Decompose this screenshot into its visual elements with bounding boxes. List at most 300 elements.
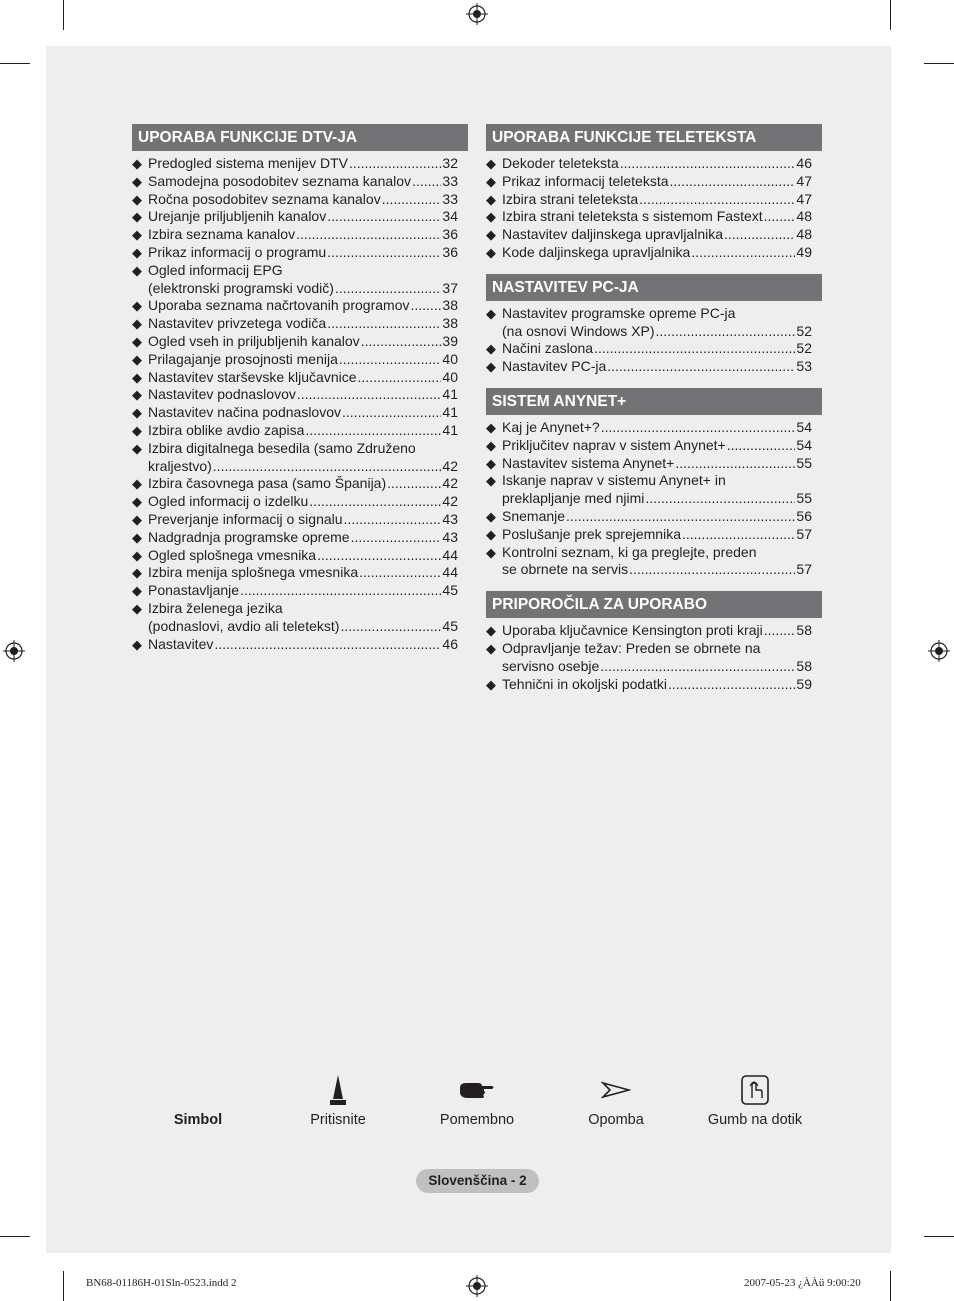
toc-entry-title: Samodejna posodobitev seznama kanalov — [148, 172, 412, 189]
diamond-bullet-icon: ◆ — [486, 676, 496, 692]
toc-entry-title: Izbira oblike avdio zapisa — [148, 421, 305, 438]
toc-entry[interactable] — [132, 333, 468, 351]
dot-leader — [339, 351, 442, 369]
toc-entry-title: Ogled vseh in priljubljenih kanalov — [148, 332, 360, 349]
dot-leader — [620, 155, 796, 173]
dot-leader — [340, 618, 441, 636]
toc-entry[interactable] — [132, 600, 468, 636]
toc-entry-line — [148, 564, 458, 582]
toc-entry[interactable] — [486, 191, 822, 209]
toc-page-number: 55 — [796, 490, 812, 507]
crop-mark — [63, 0, 64, 30]
toc-entry-title: Prilagajanje prosojnosti menija — [148, 350, 338, 367]
toc-entry-title: servisno osebje — [502, 657, 600, 674]
toc-entry[interactable] — [132, 351, 468, 369]
dot-leader — [764, 208, 796, 226]
toc-entry-line — [148, 529, 458, 547]
toc-entry[interactable] — [486, 226, 822, 244]
toc-list — [486, 419, 822, 579]
dot-leader — [296, 226, 441, 244]
diamond-bullet-icon: ◆ — [486, 191, 496, 207]
diamond-bullet-icon: ◆ — [486, 640, 496, 656]
toc-entry[interactable] — [486, 305, 822, 341]
dot-leader — [327, 208, 441, 226]
diamond-bullet-icon: ◆ — [132, 173, 142, 189]
toc-page-number: 43 — [442, 510, 458, 527]
diamond-bullet-icon: ◆ — [486, 244, 496, 260]
toc-entry[interactable] — [132, 440, 468, 476]
dot-leader — [410, 297, 441, 315]
toc-entry[interactable] — [486, 244, 822, 262]
toc-entry[interactable] — [132, 244, 468, 262]
toc-entry[interactable] — [132, 369, 468, 387]
toc-entry-line — [502, 490, 812, 508]
diamond-bullet-icon: ◆ — [486, 508, 496, 524]
toc-list — [486, 622, 822, 693]
toc-entry-title: Izbira strani teleteksta s sistemom Fastext — [502, 208, 763, 225]
toc-entry-line — [148, 191, 458, 209]
diamond-bullet-icon: ◆ — [132, 387, 142, 403]
toc-entry[interactable] — [486, 155, 822, 173]
diamond-bullet-icon: ◆ — [132, 476, 142, 492]
crop-mark — [63, 1271, 64, 1301]
diamond-bullet-icon: ◆ — [486, 156, 496, 171]
diamond-bullet-icon: ◆ — [132, 600, 142, 616]
toc-page-number: 32 — [442, 155, 458, 171]
toc-entry[interactable] — [132, 173, 468, 191]
crop-mark — [924, 1236, 954, 1237]
toc-entry-title: Odpravljanje težav: Preden se obrnete na — [502, 639, 761, 656]
toc-right-column — [486, 124, 822, 705]
toc-page-number: 47 — [796, 172, 812, 189]
toc-entry-title: Nastavitev načina podnaslovov — [148, 404, 342, 421]
registration-mark-icon — [928, 640, 950, 662]
diamond-bullet-icon: ◆ — [486, 455, 496, 471]
toc-entry-title: Nastavitev PC-ja — [502, 358, 607, 375]
toc-page-number: 57 — [796, 525, 812, 542]
toc-entry-line — [502, 323, 812, 341]
toc-entry-title: Izbira seznama kanalov — [148, 226, 296, 243]
diamond-bullet-icon: ◆ — [486, 173, 496, 189]
dot-leader — [327, 244, 441, 262]
toc-entry-title: Ponastavljanje — [148, 582, 240, 599]
diamond-bullet-icon: ◆ — [486, 227, 496, 243]
toc-list — [132, 155, 468, 653]
toc-entry-line — [502, 155, 812, 173]
legend-touch-label: Gumb na dotik — [707, 1112, 803, 1128]
dot-leader — [600, 658, 795, 676]
toc-page-number: 44 — [442, 546, 458, 563]
toc-entry[interactable] — [486, 173, 822, 191]
toc-entry-title: Nastavitev daljinskega upravljalnika — [502, 226, 724, 243]
toc-entry-title: Iskanje naprav v sistemu Anynet+ in — [502, 472, 726, 489]
toc-page-number: 37 — [442, 279, 458, 296]
registration-mark-icon — [466, 3, 488, 25]
toc-entry-title: Izbira menija splošnega vmesnika — [148, 564, 359, 581]
toc-entry-title: Ročna posodobitev seznama kanalov — [148, 190, 381, 207]
hand-pointing-icon — [458, 1079, 496, 1101]
toc-left-column — [132, 124, 468, 665]
toc-page-number: 59 — [796, 675, 812, 692]
toc-entry-title: Ogled informacij EPG — [148, 261, 283, 278]
dot-leader — [645, 490, 795, 508]
toc-page-number: 39 — [442, 332, 458, 349]
toc-entry-line — [148, 404, 458, 422]
toc-page-number: 53 — [796, 358, 812, 375]
dot-leader — [727, 437, 796, 455]
toc-entry[interactable] — [132, 422, 468, 440]
toc-page-number: 48 — [796, 226, 812, 243]
diamond-bullet-icon: ◆ — [486, 305, 496, 321]
symbol-legend — [0, 1070, 954, 1140]
toc-page-number: 58 — [796, 622, 812, 639]
toc-entry[interactable] — [132, 582, 468, 600]
dot-leader — [601, 419, 796, 437]
dot-leader — [691, 244, 795, 262]
toc-page-number: 43 — [442, 528, 458, 545]
diamond-bullet-icon: ◆ — [132, 209, 142, 225]
diamond-bullet-icon: ◆ — [486, 623, 496, 639]
toc-page-number: 36 — [442, 226, 458, 243]
diamond-bullet-icon: ◆ — [486, 419, 496, 435]
footer-filename: BN68-01186H-01Sln-0523.indd 2 — [86, 1277, 237, 1289]
dot-leader — [358, 369, 442, 387]
toc-entry[interactable] — [132, 208, 468, 226]
toc-page-number: 47 — [796, 190, 812, 207]
diamond-bullet-icon: ◆ — [132, 422, 142, 438]
toc-entry-title: Izbira strani teleteksta — [502, 190, 639, 207]
press-icon — [328, 1073, 348, 1107]
section-heading: SISTEM ANYNET+ — [486, 388, 822, 415]
toc-page-number: 40 — [442, 368, 458, 385]
toc-entry-line — [502, 622, 812, 640]
toc-page-number: 33 — [442, 172, 458, 189]
dot-leader — [412, 173, 441, 191]
toc-entry-line — [148, 155, 458, 173]
toc-list — [486, 305, 822, 376]
dot-leader — [297, 386, 442, 404]
dot-leader — [349, 155, 441, 173]
toc-entry-line — [502, 676, 812, 694]
toc-entry-line — [148, 208, 458, 226]
dot-leader — [342, 404, 441, 422]
toc-entry-title: Nadgradnja programske opreme — [148, 528, 350, 545]
toc-entry-title: Nastavitev sistema Anynet+ — [502, 454, 675, 471]
toc-entry-line — [502, 658, 812, 676]
toc-entry[interactable] — [132, 155, 468, 173]
toc-entry-line — [502, 226, 812, 244]
dot-leader — [382, 191, 442, 209]
diamond-bullet-icon: ◆ — [132, 298, 142, 314]
dot-leader — [335, 280, 441, 298]
toc-entry[interactable] — [132, 386, 468, 404]
dot-leader — [724, 226, 795, 244]
toc-entry-line — [502, 244, 812, 262]
toc-entry[interactable] — [486, 437, 822, 455]
diamond-bullet-icon: ◆ — [132, 440, 142, 456]
toc-page-number: 46 — [796, 155, 812, 171]
dot-leader — [317, 547, 441, 565]
toc-entry[interactable] — [132, 547, 468, 565]
legend-press-label: Pritisnite — [310, 1112, 366, 1128]
toc-entry[interactable] — [486, 419, 822, 437]
diamond-bullet-icon: ◆ — [132, 191, 142, 207]
toc-entry-title: (podnaslovi, avdio ali teletekst) — [148, 617, 340, 634]
dot-leader — [670, 173, 796, 191]
toc-entry-title: Uporaba ključavnice Kensington proti kraji — [502, 622, 763, 639]
toc-entry[interactable] — [486, 622, 822, 640]
section-heading: NASTAVITEV PC-JA — [486, 274, 822, 301]
toc-entry-title: Prikaz informacij teleteksta — [502, 172, 669, 189]
dot-leader — [240, 582, 441, 600]
toc-entry-line — [148, 315, 458, 333]
toc-page-number: 42 — [442, 457, 458, 474]
toc-entry-line — [502, 173, 812, 191]
toc-page-number: 42 — [442, 493, 458, 510]
toc-entry[interactable] — [132, 636, 468, 654]
dot-leader — [594, 340, 795, 358]
toc-page-number: 55 — [796, 454, 812, 471]
crop-mark — [0, 1236, 30, 1237]
toc-entry-title: Urejanje priljubljenih kanalov — [148, 208, 327, 225]
toc-entry-line — [148, 493, 458, 511]
diamond-bullet-icon: ◆ — [486, 209, 496, 225]
dot-leader — [344, 511, 442, 529]
toc-page-number: 38 — [442, 315, 458, 332]
toc-entry-title: Prikaz informacij o programu — [148, 243, 327, 260]
toc-page-number: 52 — [796, 340, 812, 357]
toc-page-number: 46 — [442, 635, 458, 652]
touch-button-icon — [740, 1074, 770, 1106]
toc-entry-line — [148, 511, 458, 529]
toc-entry-line — [502, 526, 812, 544]
diamond-bullet-icon: ◆ — [132, 244, 142, 260]
toc-page-number: 41 — [442, 386, 458, 403]
legend-note-label: Opomba — [588, 1112, 644, 1128]
diamond-bullet-icon: ◆ — [132, 262, 142, 278]
toc-entry-title: Dekoder teleteksta — [502, 155, 619, 171]
toc-entry-line — [502, 419, 812, 437]
toc-page-number: 38 — [442, 297, 458, 314]
toc-entry-line — [502, 340, 812, 358]
toc-entry-line — [148, 244, 458, 262]
legend-important — [417, 1070, 537, 1128]
toc-entry-line — [502, 208, 812, 226]
dot-leader — [361, 333, 442, 351]
legend-press — [278, 1070, 398, 1128]
registration-mark-icon — [466, 1275, 488, 1297]
diamond-bullet-icon: ◆ — [132, 405, 142, 421]
toc-entry-line — [148, 333, 458, 351]
toc-entry-line — [148, 173, 458, 191]
dot-leader — [675, 455, 795, 473]
diamond-bullet-icon: ◆ — [132, 529, 142, 545]
diamond-bullet-icon: ◆ — [132, 511, 142, 527]
toc-entry-line — [502, 437, 812, 455]
page-number-badge: Slovenščina - 2 — [416, 1169, 539, 1193]
toc-entry-line — [148, 618, 458, 636]
toc-entry-title: kraljestvo) — [148, 457, 212, 474]
footer-timestamp: 2007-05-23 ¿ÀÀü 9:00:20 — [744, 1277, 861, 1289]
dot-leader — [387, 475, 441, 493]
toc-entry-title: Izbira digitalnega besedila (samo Združeno — [148, 439, 416, 456]
diamond-bullet-icon: ◆ — [132, 351, 142, 367]
toc-entry-line — [148, 422, 458, 440]
dot-leader — [764, 622, 796, 640]
toc-entry[interactable] — [486, 526, 822, 544]
toc-entry[interactable] — [132, 226, 468, 244]
toc-entry[interactable] — [486, 676, 822, 694]
toc-entry[interactable] — [486, 640, 822, 676]
toc-entry[interactable] — [132, 297, 468, 315]
toc-entry-line — [148, 369, 458, 387]
toc-entry-line — [502, 561, 812, 579]
toc-page-number: 44 — [442, 564, 458, 581]
toc-entry-title: Uporaba seznama načrtovanih programov — [148, 297, 410, 314]
dot-leader — [607, 358, 795, 376]
toc-entry[interactable] — [132, 315, 468, 333]
toc-entry-title: (elektronski programski vodič) — [148, 279, 334, 296]
toc-entry[interactable] — [132, 404, 468, 422]
crop-mark — [890, 0, 891, 30]
diamond-bullet-icon: ◆ — [486, 341, 496, 357]
toc-entry-line — [502, 358, 812, 376]
toc-page-number: 52 — [796, 322, 812, 339]
dot-leader — [351, 529, 442, 547]
toc-entry-title: Snemanje — [502, 507, 566, 524]
toc-page-number: 54 — [796, 436, 812, 453]
diamond-bullet-icon: ◆ — [132, 316, 142, 332]
toc-entry[interactable] — [132, 564, 468, 582]
dot-leader — [327, 315, 441, 333]
toc-entry[interactable] — [486, 472, 822, 508]
toc-entry-line — [148, 582, 458, 600]
toc-entry-title: Kontrolni seznam, ki ga preglejte, preden — [502, 543, 757, 560]
toc-entry-title: Kaj je Anynet+? — [502, 418, 600, 435]
toc-page-number: 34 — [442, 208, 458, 225]
toc-page-number: 54 — [796, 418, 812, 435]
toc-entry[interactable] — [486, 340, 822, 358]
crop-mark — [0, 63, 30, 64]
toc-entry-line — [148, 636, 458, 654]
toc-page-number: 56 — [796, 507, 812, 524]
toc-entry[interactable] — [132, 191, 468, 209]
legend-symbol-label: Simbol — [173, 1112, 223, 1128]
toc-page-number: 41 — [442, 404, 458, 421]
toc-entry-title: Tehnični in okoljski podatki — [502, 675, 667, 692]
dot-leader — [668, 676, 795, 694]
toc-entry-line — [148, 297, 458, 315]
toc-page-number: 45 — [442, 582, 458, 599]
toc-page-number: 40 — [442, 350, 458, 367]
toc-page-number: 36 — [442, 243, 458, 260]
toc-page-number: 58 — [796, 657, 812, 674]
diamond-bullet-icon: ◆ — [132, 369, 142, 385]
diamond-bullet-icon: ◆ — [132, 547, 142, 563]
toc-entry[interactable] — [132, 529, 468, 547]
toc-entry[interactable] — [132, 511, 468, 529]
toc-entry[interactable] — [486, 358, 822, 376]
dot-leader — [213, 458, 442, 476]
dot-leader — [656, 323, 796, 341]
diamond-bullet-icon: ◆ — [486, 437, 496, 453]
legend-important-label: Pomembno — [439, 1112, 515, 1128]
registration-mark-icon — [3, 640, 25, 662]
diamond-bullet-icon: ◆ — [132, 636, 142, 652]
diamond-bullet-icon: ◆ — [486, 544, 496, 560]
toc-entry-title: Poslušanje prek sprejemnika — [502, 525, 681, 542]
legend-touch — [695, 1070, 815, 1128]
toc-entry-line — [148, 547, 458, 565]
dot-leader — [309, 493, 441, 511]
toc-entry-title: Priključitev naprav v sistem Anynet+ — [502, 436, 726, 453]
toc-entry-title: (na osnovi Windows XP) — [502, 322, 655, 339]
toc-entry-title: Predogled sistema menijev DTV — [148, 155, 348, 171]
diamond-bullet-icon: ◆ — [486, 473, 496, 489]
diamond-bullet-icon: ◆ — [132, 494, 142, 510]
toc-entry[interactable] — [486, 455, 822, 473]
toc-entry-title: Ogled splošnega vmesnika — [148, 546, 317, 563]
crop-mark — [924, 63, 954, 64]
dot-leader — [305, 422, 441, 440]
diamond-bullet-icon: ◆ — [132, 583, 142, 599]
diamond-bullet-icon: ◆ — [132, 227, 142, 243]
toc-entry-line — [148, 226, 458, 244]
diamond-bullet-icon: ◆ — [132, 565, 142, 581]
toc-page-number: 45 — [442, 617, 458, 634]
toc-entry-title: se obrnete na servis — [502, 561, 629, 578]
diamond-bullet-icon: ◆ — [132, 333, 142, 349]
toc-entry[interactable] — [486, 544, 822, 580]
toc-entry-line — [502, 508, 812, 526]
toc-entry[interactable] — [132, 493, 468, 511]
crop-mark — [890, 1271, 891, 1301]
toc-entry-title: Nastavitev programske opreme PC-ja — [502, 304, 736, 321]
diamond-bullet-icon: ◆ — [486, 526, 496, 542]
toc-page-number: 42 — [442, 475, 458, 492]
toc-page-number: 41 — [442, 421, 458, 438]
toc-page-number: 33 — [442, 190, 458, 207]
toc-entry-title: Kode daljinskega upravljalnika — [502, 243, 691, 260]
section-heading: UPORABA FUNKCIJE DTV-JA — [132, 124, 468, 151]
dot-leader — [359, 564, 441, 582]
toc-entry-line — [148, 351, 458, 369]
toc-entry[interactable] — [132, 262, 468, 298]
toc-entry-title: Nastavitev privzetega vodiča — [148, 315, 327, 332]
toc-entry[interactable] — [486, 508, 822, 526]
toc-page-number: 49 — [796, 243, 812, 260]
legend-note — [556, 1070, 676, 1128]
section-heading: UPORABA FUNKCIJE TELETEKSTA — [486, 124, 822, 151]
diamond-bullet-icon: ◆ — [132, 156, 142, 171]
toc-entry-line — [502, 455, 812, 473]
toc-entry-line — [148, 280, 458, 298]
dot-leader — [629, 561, 795, 579]
toc-entry-line — [148, 458, 458, 476]
toc-entry-title: Izbira želenega jezika — [148, 599, 283, 616]
toc-list — [486, 155, 822, 262]
toc-entry-line — [148, 475, 458, 493]
toc-entry[interactable] — [486, 208, 822, 226]
dot-leader — [566, 508, 795, 526]
diamond-bullet-icon: ◆ — [486, 359, 496, 375]
section-heading: PRIPOROČILA ZA UPORABO — [486, 591, 822, 618]
toc-entry[interactable] — [132, 475, 468, 493]
toc-entry-title: Ogled informacij o izdelku — [148, 493, 309, 510]
toc-entry-title: Nastavitev starševske ključavnice — [148, 368, 357, 385]
toc-entry-title: preklapljanje med njimi — [502, 490, 645, 507]
dot-leader — [682, 526, 795, 544]
